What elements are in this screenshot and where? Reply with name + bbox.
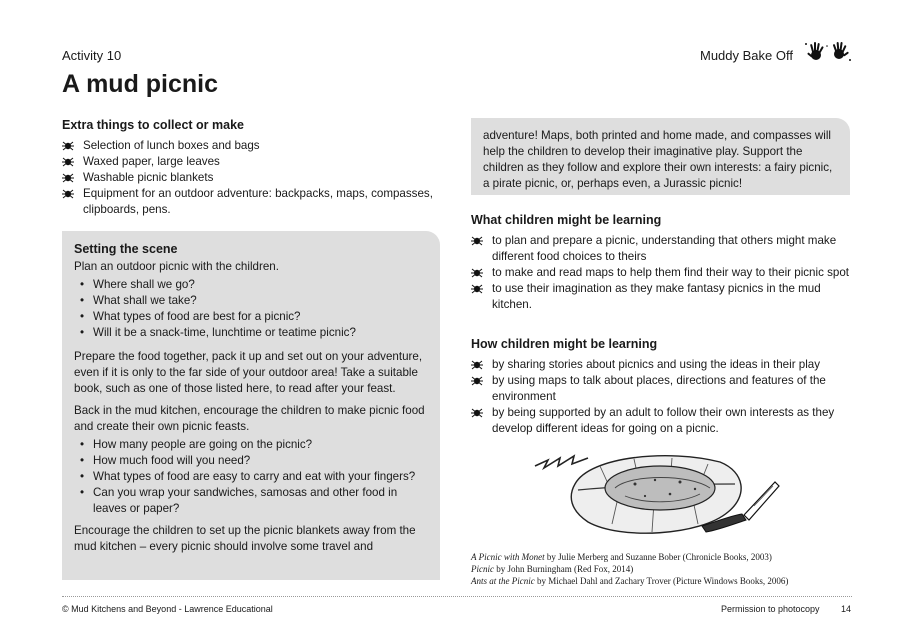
list-item: Equipment for an outdoor adventure: backpacks, maps, compasses, clipboards, pens. [62,186,442,218]
list-item: by being supported by an adult to follow their own interests as they develop different ideas for going on a picnic. [471,405,853,437]
list-item: • Can you wrap your sandwiches, samosas and other food in leaves or paper? [74,485,428,517]
reference-item: A Picnic with Monet by Julie Merberg and Suzanne Bober (Chronicle Books, 2003) [471,552,772,562]
bug-icon [471,376,483,386]
page-number: 14 [841,604,852,614]
list-item: Waxed paper, large leaves [62,154,442,170]
reference-item: Picnic by John Burningham (Red Fox, 2014) [471,564,634,574]
setting-the-scene-box [62,231,440,580]
how-learn-list [471,357,853,437]
scene-paragraph-1: Prepare the food together, pack it up and set out on your adventure, even if it is only to the far side of your outdoor area! Take a suitable book, such as one of those listed here, to read after your feast. [74,350,423,395]
list-item: Washable picnic blankets [62,170,442,186]
list-item: by sharing stories about picnics and using the ideas in their play [471,357,853,373]
bug-icon [471,408,483,418]
might-learn-section [471,212,853,313]
scene-intro: Plan an outdoor picnic with the children. [74,260,279,273]
list-item: to use their imagination as they make fantasy picnics in the mud kitchen. [471,281,853,313]
collect-heading: Extra things to collect or make [62,118,244,132]
book-references [471,551,788,587]
how-learn-heading: How children might be learning [471,337,658,351]
list-item: • Will it be a snack-time, lunchtime or teatime picnic? [74,325,428,341]
bug-icon [471,284,483,294]
muddy-hands-icon [803,40,853,64]
bug-icon [62,189,74,199]
bug-icon [471,268,483,278]
scene-questions-1 [74,277,428,341]
how-learn-section [471,336,853,437]
bug-icon [62,157,74,167]
list-item: • How much food will you need? [74,453,428,469]
might-learn-heading: What children might be learning [471,213,662,227]
might-learn-list [471,233,853,313]
bug-icon [62,141,74,151]
list-item: by using maps to talk about places, directions and features of the environment [471,373,853,405]
collect-section [62,117,442,218]
mud-pie-illustration [530,444,780,544]
activity-number: Activity 10 [62,48,122,63]
bug-icon [471,236,483,246]
reference-item: Ants at the Picnic by Michael Dahl and Zachary Trover (Picture Windows Books, 2006) [471,576,789,586]
footer-permission: Permission to photocopy [721,604,820,614]
footer-divider [62,596,852,597]
series-title: Muddy Bake Off [700,48,793,63]
list-item: to make and read maps to help them find their way to their picnic spot [471,265,853,281]
footer-copyright: © Mud Kitchens and Beyond - Lawrence Educational [62,604,273,614]
list-item: • What types of food are easy to carry and eat with your fingers? [74,469,428,485]
scene-questions-2 [74,437,428,517]
list-item: • How many people are going on the picnic? [74,437,428,453]
bug-icon [471,360,483,370]
page-title: A mud picnic [62,70,219,98]
scene-heading: Setting the scene [74,242,178,256]
list-item: to plan and prepare a picnic, understanding that others might make different food choices to theirs [471,233,853,265]
bug-icon [62,173,74,183]
list-item: • What types of food are best for a picnic? [74,309,428,325]
collect-list [62,138,442,218]
scene-paragraph-2: Back in the mud kitchen, encourage the children to make picnic food and create their own picnic feasts. [74,404,425,433]
scene-paragraph-3: Encourage the children to set up the picnic blankets away from the mud kitchen – every picnic should involve some travel and [74,524,416,553]
adventure-text: adventure! Maps, both printed and home made, and compasses will help the children to develop their imaginative play. Support the children as they follow and explore their own interests: a fairy picnic, a pirate picnic, or, perhaps even, a Jurassic picnic! [483,129,833,190]
list-item: • Where shall we go? [74,277,428,293]
list-item: Selection of lunch boxes and bags [62,138,442,154]
adventure-continuation-box [471,118,850,195]
list-item: • What shall we take? [74,293,428,309]
